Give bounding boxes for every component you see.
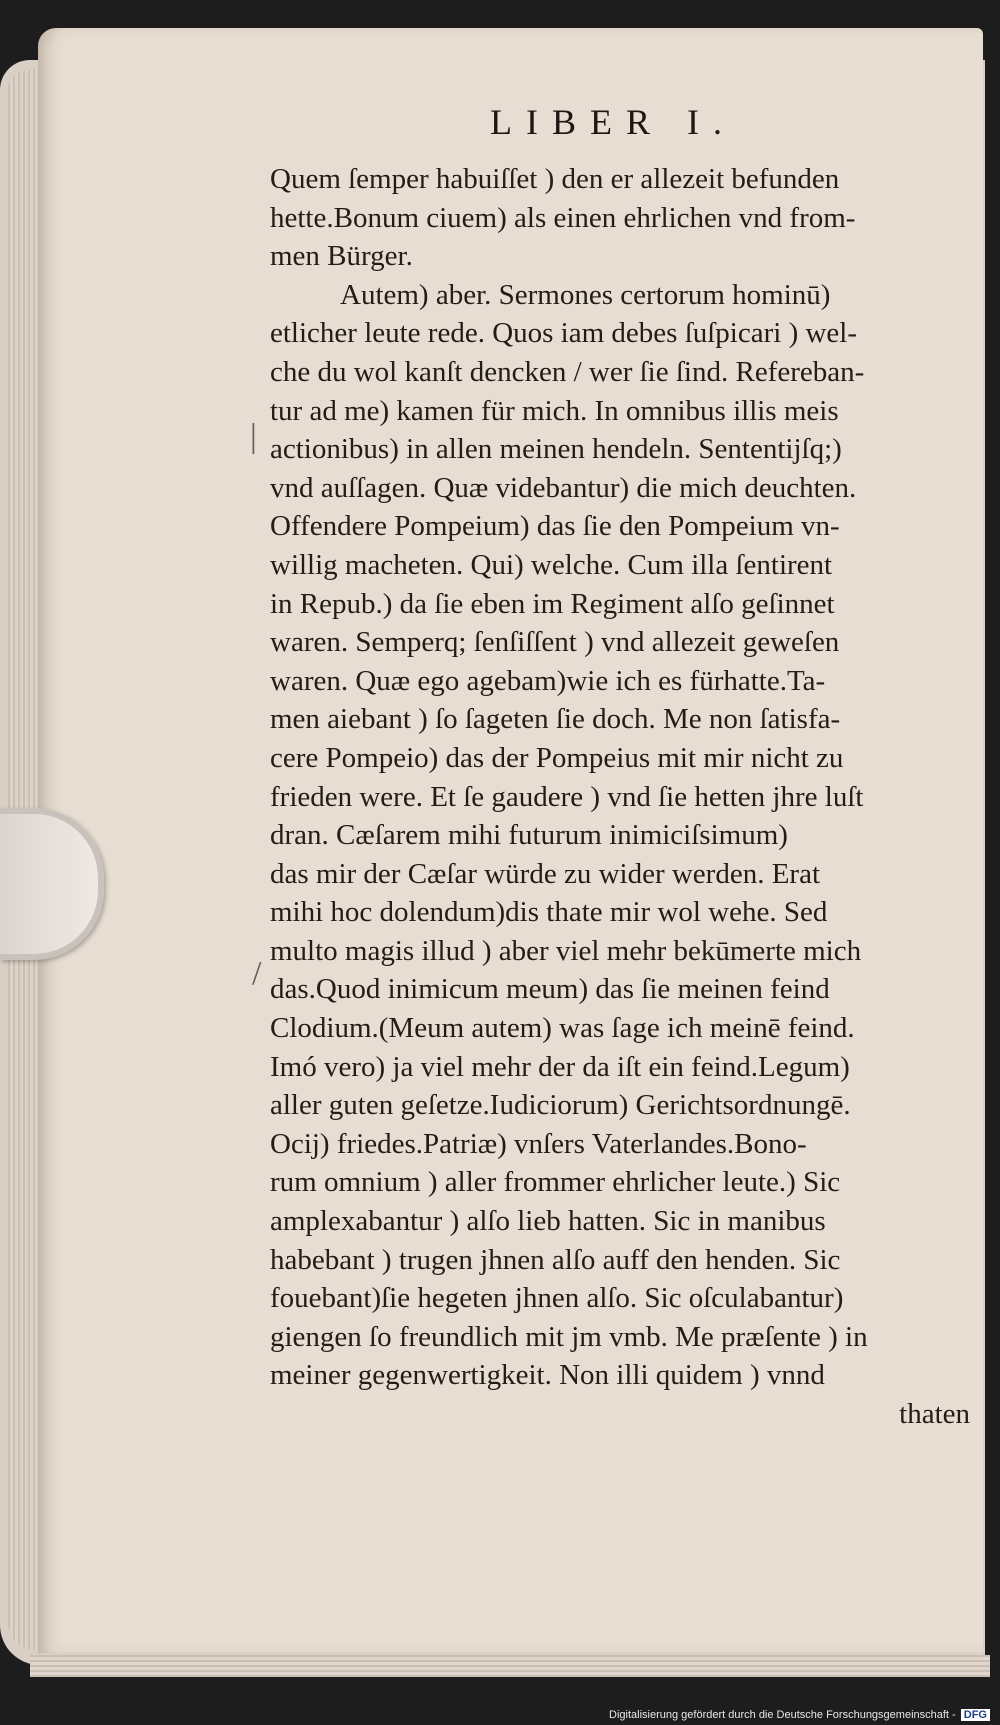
text-line: willig macheten. Qui) welche. Cum illa ſentirent	[270, 548, 833, 581]
text-line: Autem) aber. Sermones certorum hominū)	[340, 278, 831, 311]
text-line: vnd auſſagen. Quæ videbantur) die mich deuchten.	[270, 471, 857, 504]
text-line: rum omnium ) aller frommer ehrlicher leute.) Sic	[270, 1166, 841, 1199]
text-line: waren. Quæ ego agebam)wie ich es fürhatte.Ta-	[270, 664, 826, 697]
margin-mark-bar: |	[250, 418, 257, 455]
dfg-logo: DFG	[961, 1709, 990, 1721]
text-line: men aiebant ) ſo ſageten ſie doch. Me non ſatisfa-	[270, 703, 841, 736]
text-line: cere Pompeio) das der Pompeius mit mir nicht zu	[270, 741, 844, 774]
text-line: Offendere Pompeium) das ſie den Pompeium vn-	[270, 510, 840, 543]
digitization-credit	[605, 1709, 994, 1721]
text-line: Clodium.(Meum autem) was ſage ich meinē feind.	[270, 1012, 855, 1045]
text-line: waren. Semperq; ſenſiſſent ) vnd allezeit geweſen	[270, 626, 840, 659]
text-line: fouebant)ſie hegeten jhnen alſo. Sic oſculabantur)	[270, 1282, 844, 1315]
text-line: men Bürger.	[270, 240, 413, 273]
text-line: Imó vero) ja viel mehr der da iſt ein feind.Legum)	[270, 1050, 850, 1083]
text-line: das mir der Cæſar würde zu wider werden. Erat	[270, 857, 820, 890]
running-title: LIBER I.	[490, 102, 736, 142]
text-line: das.Quod inimicum meum) das ſie meinen feind	[270, 973, 830, 1006]
text-line: habebant ) trugen jhnen alſo auff den henden. Sic	[270, 1243, 841, 1276]
text-line: mihi hoc dolendum)dis thate mir wol wehe. Sed	[270, 896, 828, 929]
page-edges-bottom	[30, 1655, 990, 1677]
text-line: in Repub.) da ſie eben im Regiment alſo geſinnet	[270, 587, 835, 620]
text-line: tur ad me) kamen für mich. In omnibus illis meis	[270, 394, 839, 427]
credit-text: Digitalisierung gefördert durch die Deutsche Forschungsgemeinschaft -	[609, 1709, 956, 1721]
text-line: che du wol kanſt dencken / wer ſie ſind. Refereban-	[270, 355, 865, 388]
text-line: aller guten geſetze.Iudiciorum) Gerichtsordnungē.	[270, 1089, 851, 1122]
text-line: Ocij) friedes.Patriæ) vnſers Vaterlandes.Bono-	[270, 1127, 807, 1160]
text-line: etlicher leute rede. Quos iam debes ſuſpicari ) wel-	[270, 317, 858, 350]
text-line: amplexabantur ) alſo lieb hatten. Sic in manibus	[270, 1205, 826, 1238]
catchword: thaten	[899, 1398, 970, 1430]
text-line: multo magis illud ) aber viel mehr bekūmerte mich	[270, 934, 862, 967]
text-line: Quem ſemper habuiſſet ) den er allezeit befunden	[270, 163, 840, 195]
text-line: hette.Bonum ciuem) als einen ehrlichen vnd from-	[270, 201, 856, 234]
text-line: actionibus) in allen meinen hendeln. Sententijſq;)	[270, 433, 842, 466]
text-line: dran. Cæſarem mihi futurum inimiciſsimum)	[270, 819, 788, 852]
text-line: frieden were. Et ſe gaudere ) vnd ſie hetten jhre luſt	[270, 780, 864, 813]
text-line: giengen ſo freundlich mit jm vmb. Me præſente ) in	[270, 1320, 868, 1353]
margin-mark-slash: /	[252, 955, 262, 992]
page-text	[270, 160, 970, 1434]
text-line: meiner gegenwertigkeit. Non illi quidem ) vnnd	[270, 1359, 825, 1392]
